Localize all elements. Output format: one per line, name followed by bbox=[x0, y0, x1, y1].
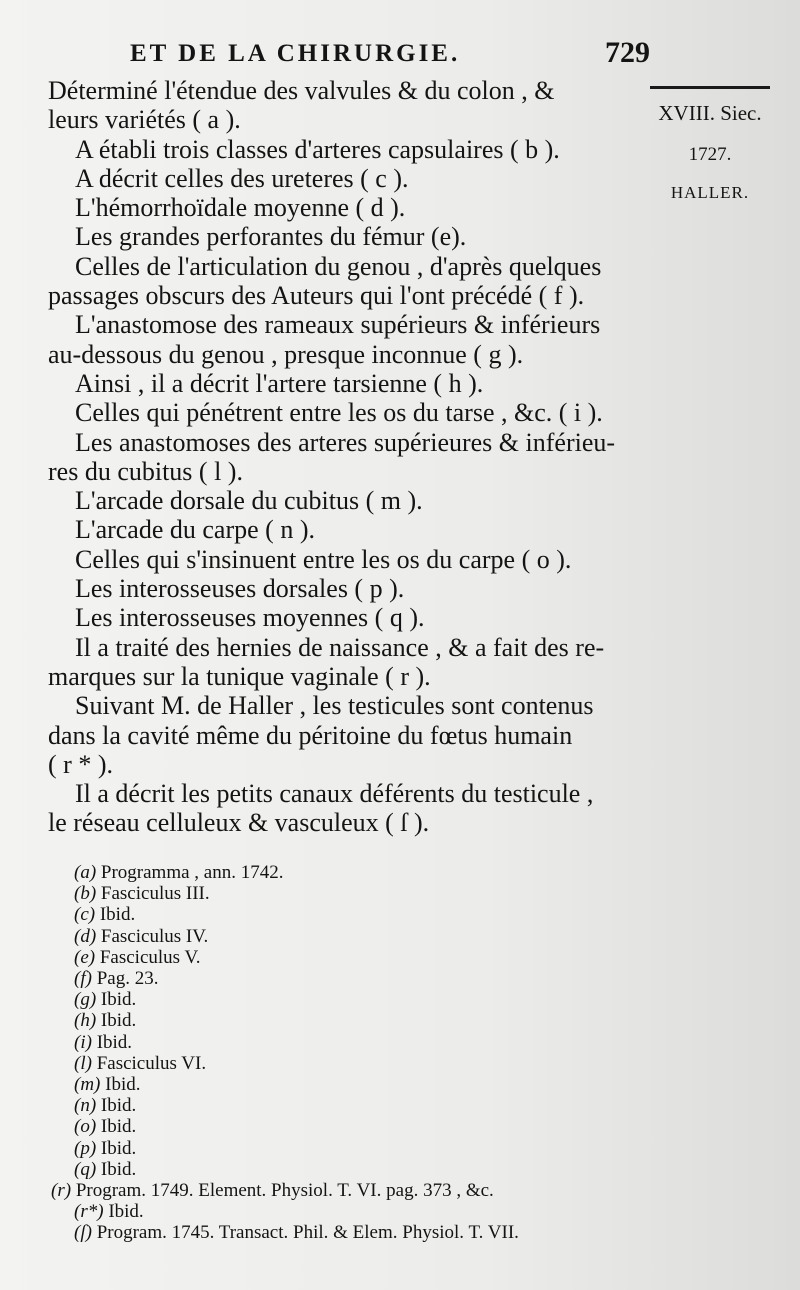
body-line: L'arcade dorsale du cubitus ( m ). bbox=[75, 486, 423, 516]
footnote-text: Ibid. bbox=[99, 904, 136, 926]
margin-author: HALLER. bbox=[670, 183, 750, 202]
footnote-text: Fasciculus VI. bbox=[96, 1052, 207, 1074]
footnote bbox=[74, 1116, 674, 1137]
margin-year: 1727. bbox=[688, 144, 732, 165]
footnote-mark: (r) bbox=[51, 1180, 72, 1202]
footnote-text: Program. 1749. Element. Physiol. T. VI. pag. 373 , &c. bbox=[75, 1180, 494, 1202]
footnote-mark: (p) bbox=[74, 1137, 97, 1159]
body-line: Il a traité des hernies de naissance , & a fait des re- bbox=[75, 632, 605, 662]
body-line: L'anastomose des rameaux supérieurs & inférieurs bbox=[75, 310, 601, 340]
footnote-text: Ibid. bbox=[100, 1158, 137, 1180]
footnote bbox=[74, 1095, 674, 1116]
body-line: Déterminé l'étendue des valvules & du colon , & bbox=[48, 76, 555, 105]
footnotes bbox=[51, 862, 674, 1244]
body-line: ( r * ). bbox=[48, 749, 113, 779]
footnote-text: Pag. 23. bbox=[96, 968, 159, 990]
footnote bbox=[74, 1032, 674, 1053]
footnote bbox=[74, 1138, 674, 1159]
body-line: leurs variétés ( a ). bbox=[48, 105, 241, 135]
body-line: marques sur la tunique vaginale ( r ). bbox=[48, 661, 431, 691]
footnote-mark: (c) bbox=[74, 904, 96, 926]
footnote-text: Fasciculus IV. bbox=[100, 925, 209, 947]
footnote-mark: (h) bbox=[74, 1010, 97, 1032]
footnote-text: Ibid. bbox=[100, 1010, 137, 1032]
footnote-mark: (n) bbox=[74, 1095, 97, 1117]
footnote-mark: (e) bbox=[74, 946, 96, 968]
footnote bbox=[74, 1159, 674, 1180]
footnote-mark: (i) bbox=[74, 1031, 92, 1053]
footnote bbox=[74, 883, 674, 904]
footnote-text: Ibid. bbox=[105, 1074, 141, 1096]
footnote bbox=[74, 1201, 674, 1222]
body-line: au-dessous du genou , presque inconnue ( g ). bbox=[48, 339, 524, 369]
body-line: Les interosseuses moyennes ( q ). bbox=[75, 603, 425, 633]
footnote-text: Ibid. bbox=[100, 1095, 137, 1117]
body-line: Celles de l'articulation du genou , d'après quelques bbox=[75, 251, 602, 281]
body-line: A établi trois classes d'arteres capsulaires ( b ). bbox=[75, 134, 560, 164]
footnote-mark: (f) bbox=[74, 968, 92, 990]
running-header bbox=[130, 36, 650, 76]
footnote bbox=[74, 989, 674, 1010]
main-text bbox=[48, 76, 648, 838]
body-line: le réseau celluleux & vasculeux ( ſ ). bbox=[48, 808, 430, 838]
body-line: Celles qui s'insinuent entre les os du carpe ( o ). bbox=[75, 544, 572, 574]
footnote-text: Fasciculus III. bbox=[100, 883, 210, 905]
footnote-text: Ibid. bbox=[100, 1137, 137, 1159]
footnote-text: Fasciculus V. bbox=[99, 946, 201, 968]
footnote bbox=[74, 1053, 674, 1074]
footnote-mark: (g) bbox=[74, 989, 97, 1011]
footnote-text: Ibid. bbox=[108, 1201, 144, 1223]
footnote bbox=[74, 862, 674, 883]
footnote bbox=[74, 904, 674, 925]
footnote-mark: (m) bbox=[74, 1074, 101, 1096]
footnote-mark: (a) bbox=[74, 862, 97, 883]
running-title: ET DE LA CHIRURGIE. bbox=[130, 40, 461, 67]
body-line: Ainsi , il a décrit l'artere tarsienne ( h ). bbox=[75, 368, 484, 398]
footnote-mark: (o) bbox=[74, 1116, 97, 1138]
footnote bbox=[51, 1180, 674, 1201]
footnote-mark: (r*) bbox=[74, 1201, 104, 1223]
body-line: Il a décrit les petits canaux déférents du testicule , bbox=[75, 779, 594, 809]
footnote bbox=[74, 1074, 674, 1095]
body-line: A décrit celles des ureteres ( c ). bbox=[75, 163, 409, 193]
footnote-mark: (d) bbox=[74, 925, 97, 947]
body-line: L'hémorrhoïdale moyenne ( d ). bbox=[75, 193, 406, 223]
footnote bbox=[74, 1222, 674, 1243]
body-line: Les interosseuses dorsales ( p ). bbox=[75, 574, 405, 604]
footnote-mark: (l) bbox=[74, 1052, 92, 1074]
footnote bbox=[74, 926, 674, 947]
footnote-mark: (q) bbox=[74, 1158, 97, 1180]
body-line: passages obscurs des Auteurs qui l'ont précédé ( f ). bbox=[48, 281, 585, 311]
body-line: Celles qui pénétrent entre les os du tarse , &c. ( i ). bbox=[75, 398, 603, 428]
footnote-text: Program. 1745. Transact. Phil. & Elem. Physiol. T. VII. bbox=[96, 1222, 519, 1244]
footnote-text: Ibid. bbox=[100, 1116, 137, 1138]
margin-rule bbox=[650, 86, 770, 89]
body-line: res du cubitus ( l ). bbox=[48, 456, 243, 486]
body-line: Suivant M. de Haller , les testicules sont contenus bbox=[75, 691, 594, 721]
footnote-text: Ibid. bbox=[96, 1031, 133, 1053]
footnote bbox=[74, 968, 674, 989]
footnote-text: Programma , ann. 1742. bbox=[100, 862, 284, 883]
page-number: 729 bbox=[605, 36, 650, 69]
body-line: Les grandes perforantes du fémur (e). bbox=[75, 222, 467, 252]
body-line: dans la cavité même du péritoine du fœtus humain bbox=[48, 720, 573, 750]
footnote-mark: (b) bbox=[74, 883, 97, 905]
body-line: L'arcade du carpe ( n ). bbox=[75, 515, 315, 545]
footnote bbox=[74, 1010, 674, 1031]
body-line: Les anastomoses des arteres supérieures & inférieu- bbox=[75, 427, 616, 457]
margin-note bbox=[640, 86, 780, 207]
margin-century: XVIII. Siec. bbox=[658, 101, 762, 125]
footnote-text: Ibid. bbox=[100, 989, 137, 1011]
footnote bbox=[74, 947, 674, 968]
footnote-mark: (ſ) bbox=[74, 1222, 92, 1244]
